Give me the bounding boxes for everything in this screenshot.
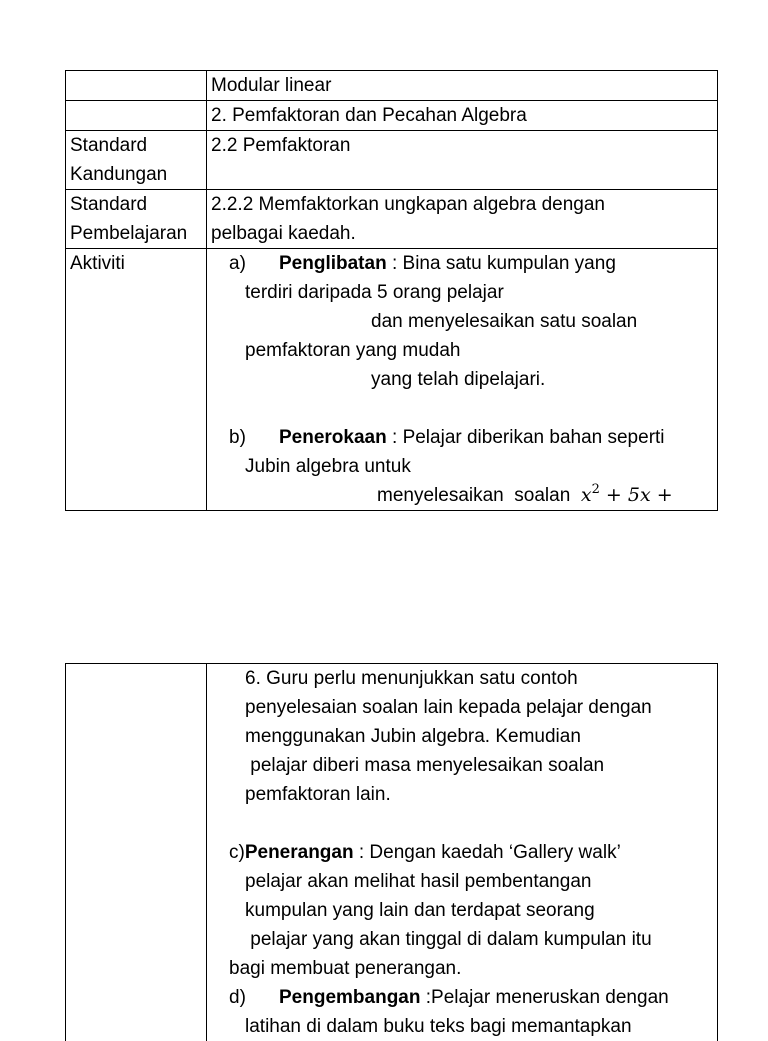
list-marker: b) — [229, 423, 279, 452]
table-row — [66, 71, 718, 101]
module-cell: Modular linear — [207, 71, 718, 101]
activity-text: bagi membuat penerangan. — [211, 954, 713, 983]
table-row — [66, 131, 718, 190]
activity-text: yang telah dipelajari. — [211, 365, 713, 394]
step-text: penyelesaian soalan lain kepada pelajar dengan — [211, 693, 713, 722]
activity-text: menyelesaikan soalan — [377, 485, 570, 506]
activity-text: terdiri daripada 5 orang pelajar — [211, 278, 713, 307]
activity-title: Penerokaan — [279, 427, 387, 448]
activity-text: pelajar akan melihat hasil pembentangan — [211, 867, 713, 896]
activity-cell — [207, 249, 718, 511]
list-marker: a) — [229, 249, 279, 278]
activity-c-line — [211, 838, 713, 867]
row-label-cell — [66, 664, 207, 1041]
activity-text: : Dengan kaedah ‘Gallery walk’ — [354, 842, 621, 863]
list-marker: c) — [229, 842, 245, 863]
row-label-cell — [66, 131, 207, 190]
table-row — [66, 249, 718, 511]
learning-standard-cell — [207, 190, 718, 249]
activity-text: kumpulan yang lain dan terdapat seorang — [211, 896, 713, 925]
table-row — [66, 190, 718, 249]
math-rest: + 5x + — [600, 484, 673, 506]
activity-title: Penglibatan — [279, 253, 387, 274]
row-label-cell — [66, 190, 207, 249]
list-marker: d) — [229, 983, 279, 1012]
content-line: pelbagai kaedah. — [211, 219, 713, 248]
content-standard-cell: 2.2 Pemfaktoran — [207, 131, 718, 190]
step-text: 6. Guru perlu menunjukkan satu contoh — [211, 664, 713, 693]
label-line: Kandungan — [70, 160, 202, 189]
activity-d-line — [211, 983, 713, 1012]
math-expression — [581, 484, 673, 506]
activity-text: Jubin algebra untuk — [211, 452, 713, 481]
activity-cell — [207, 664, 718, 1041]
activity-text: pelajar yang akan tinggal di dalam kumpulan itu — [211, 925, 713, 954]
activity-a-line — [211, 249, 713, 278]
table-row — [66, 664, 718, 1041]
activity-b-line — [211, 423, 713, 452]
content-line: 2.2.2 Memfaktorkan ungkapan algebra dengan — [211, 190, 713, 219]
lesson-plan-table-continued — [65, 663, 718, 1041]
table-row — [66, 101, 718, 131]
activity-text: dan menyelesaikan satu soalan — [211, 307, 713, 336]
activity-text: pemfaktoran yang mudah — [211, 336, 713, 365]
row-label-cell — [66, 101, 207, 131]
step-text: menggunakan Jubin algebra. Kemudian — [211, 722, 713, 751]
label-line: Standard — [70, 190, 202, 219]
activity-title: Penerangan — [245, 842, 354, 863]
row-label-cell: Aktiviti — [66, 249, 207, 511]
row-label-cell — [66, 71, 207, 101]
step-text: pemfaktoran lain. — [211, 780, 713, 809]
activity-text: : Pelajar diberikan bahan seperti — [387, 427, 665, 448]
activity-text: : Bina satu kumpulan yang — [387, 253, 616, 274]
label-line: Standard — [70, 131, 202, 160]
lesson-plan-table — [65, 70, 718, 511]
activity-title: Pengembangan — [279, 987, 420, 1008]
activity-math-line — [211, 481, 713, 510]
step-text: pelajar diberi masa menyelesaikan soalan — [211, 751, 713, 780]
math-exponent: 2 — [592, 482, 600, 497]
math-var: x — [581, 484, 592, 506]
topic-cell: 2. Pemfaktoran dan Pecahan Algebra — [207, 101, 718, 131]
label-line: Pembelajaran — [70, 219, 202, 248]
activity-text: latihan di dalam buku teks bagi memantapkan — [211, 1012, 713, 1041]
activity-text: :Pelajar meneruskan dengan — [420, 987, 668, 1008]
